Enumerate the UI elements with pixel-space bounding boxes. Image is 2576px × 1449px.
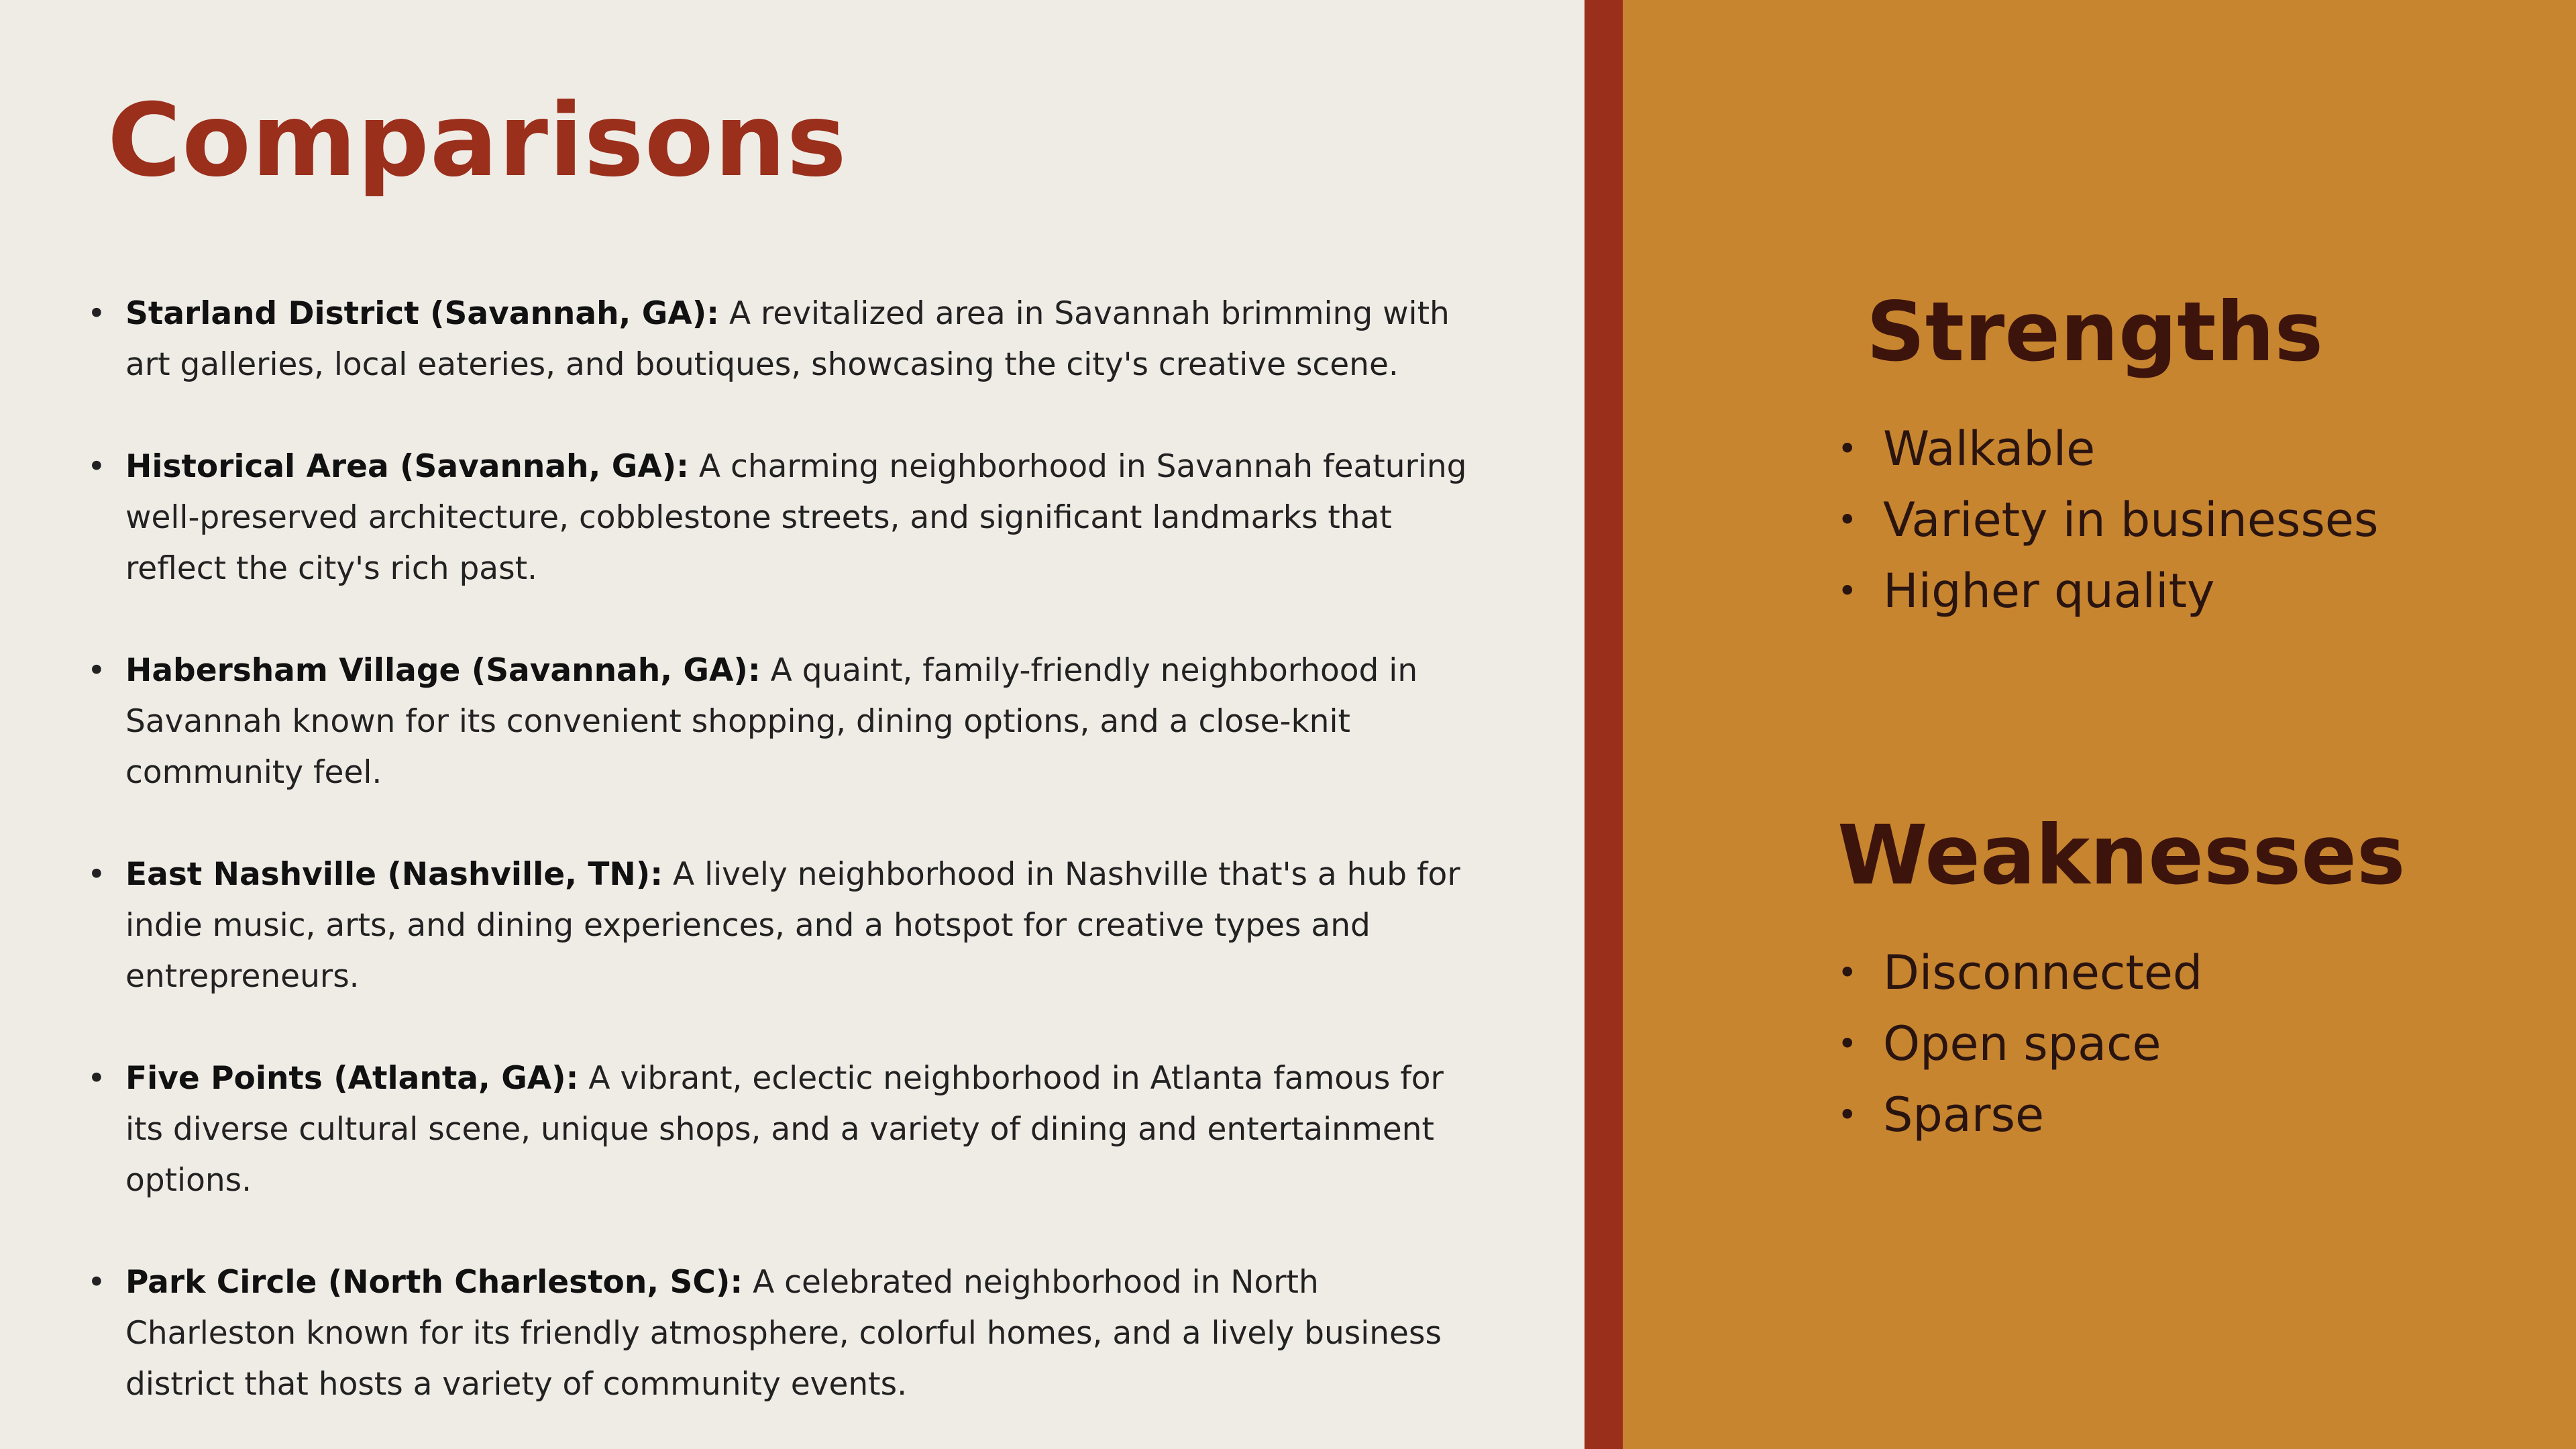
bullet-icon: • — [1837, 572, 1858, 610]
bullet-icon: • — [87, 295, 106, 332]
strengths-list — [1837, 413, 2542, 627]
strength-label: Walkable — [1883, 421, 2096, 476]
bullet-icon: • — [1837, 953, 1858, 992]
comparison-item-five-points — [87, 1053, 1489, 1206]
comparison-name: Five Points (Atlanta, GA): — [125, 1060, 579, 1097]
bullet-icon: • — [87, 1060, 106, 1097]
comparison-description: A quaint, family-friendly neighborhood in Savannah known for its convenient shopping, dining options, and a close-knit community feel. — [125, 652, 1418, 791]
comparison-item-habersham — [87, 645, 1489, 798]
comparison-name: Historical Area (Savannah, GA): — [125, 448, 689, 485]
strength-item — [1837, 413, 2542, 484]
weakness-item — [1837, 1008, 2542, 1079]
weaknesses-heading: Weaknesses — [1837, 808, 2406, 903]
bullet-icon: • — [1837, 429, 1858, 468]
bullet-icon: • — [87, 448, 106, 485]
bullet-icon: • — [1837, 1024, 1858, 1063]
weakness-item — [1837, 937, 2542, 1008]
weakness-label: Open space — [1883, 1016, 2161, 1071]
weakness-label: Disconnected — [1883, 945, 2203, 1000]
comparison-item-historical-area — [87, 441, 1489, 594]
bullet-icon: • — [87, 856, 106, 893]
comparison-name: Starland District (Savannah, GA): — [125, 295, 719, 332]
strengths-weaknesses-panel — [1623, 0, 2576, 1449]
strength-label: Variety in businesses — [1883, 492, 2379, 547]
comparison-description: A revitalized area in Savannah brimming with art galleries, local eateries, and boutiques, showcasing the city's creative scene. — [125, 295, 1450, 383]
comparison-name: Habersham Village (Savannah, GA): — [125, 652, 761, 689]
comparison-description: A vibrant, eclectic neighborhood in Atlanta famous for its diverse cultural scene, unique shops, and a variety of dining and entertainment options. — [125, 1060, 1444, 1199]
strength-item — [1837, 484, 2542, 555]
bullet-icon: • — [87, 1264, 106, 1301]
bullet-icon: • — [1837, 500, 1858, 539]
weakness-label: Sparse — [1883, 1087, 2045, 1142]
strength-item — [1837, 555, 2542, 627]
comparison-item-east-nashville — [87, 849, 1489, 1002]
accent-divider — [1585, 0, 1623, 1449]
comparison-list — [87, 288, 1489, 1449]
weaknesses-list — [1837, 937, 2542, 1150]
page-title: Comparisons — [107, 83, 847, 199]
bullet-icon: • — [87, 652, 106, 689]
comparison-description: A charming neighborhood in Savannah featuring well-preserved architecture, cobblestone streets, and significant landmarks that reflect the city's rich past. — [125, 448, 1467, 587]
comparison-item-park-circle — [87, 1257, 1489, 1410]
comparison-item-starland — [87, 288, 1489, 390]
comparison-name: Park Circle (North Charleston, SC): — [125, 1264, 743, 1301]
strengths-heading: Strengths — [1866, 284, 2324, 380]
comparison-description: A lively neighborhood in Nashville that's a hub for indie music, arts, and dining experiences, and a hotspot for creative types and entrepreneurs. — [125, 856, 1460, 995]
strength-label: Higher quality — [1883, 564, 2215, 619]
comparison-name: East Nashville (Nashville, TN): — [125, 856, 663, 893]
comparison-description: A celebrated neighborhood in North Charleston known for its friendly atmosphere, colorful homes, and a lively business district that hosts a variety of community events. — [125, 1264, 1442, 1403]
bullet-icon: • — [1837, 1095, 1858, 1134]
weakness-item — [1837, 1079, 2542, 1150]
